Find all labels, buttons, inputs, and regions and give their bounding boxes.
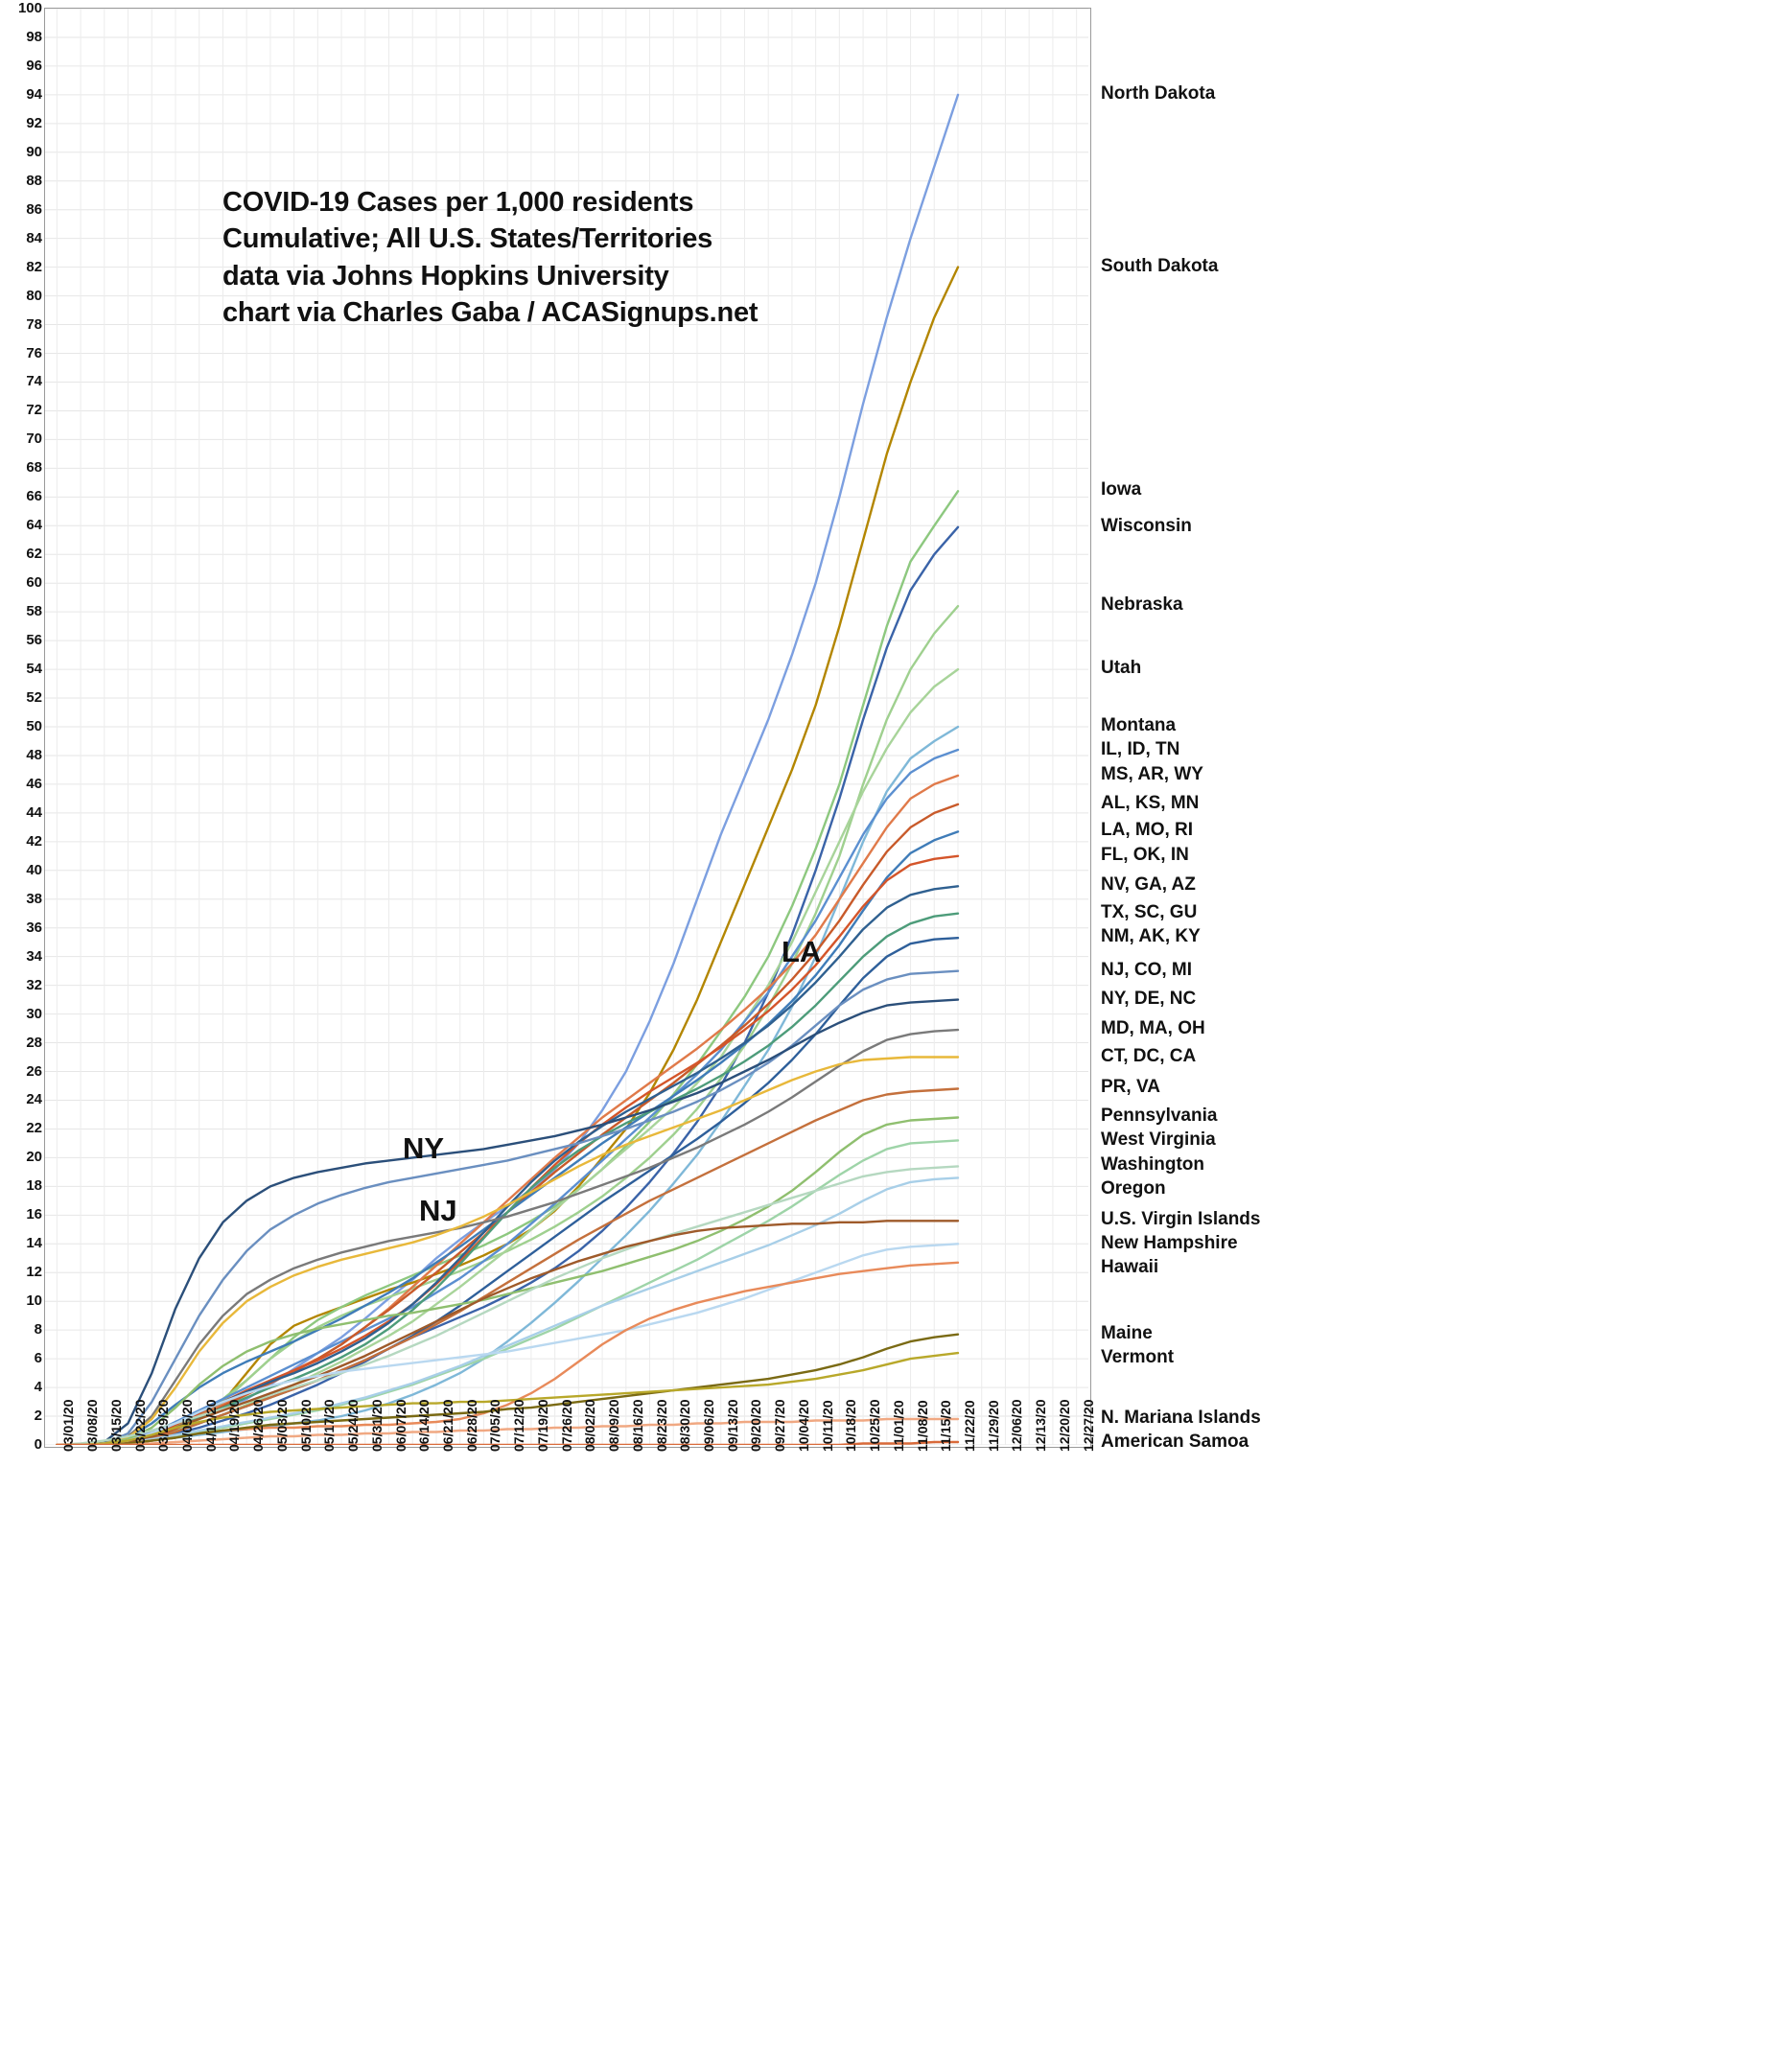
y-tick-label: 74 xyxy=(26,373,42,390)
series-label: New Hampshire xyxy=(1101,1233,1238,1254)
x-tick-label: 04/26/20 xyxy=(250,1399,267,1452)
x-tick-label: 03/29/20 xyxy=(155,1399,172,1452)
x-tick-label: 05/03/20 xyxy=(273,1399,290,1452)
series-label: Pennsylvania xyxy=(1101,1106,1218,1127)
y-tick-label: 52 xyxy=(26,689,42,707)
series-label: NV, GA, AZ xyxy=(1101,874,1196,896)
series-label: Washington xyxy=(1101,1154,1204,1176)
series-label: Vermont xyxy=(1101,1346,1175,1367)
y-tick-label: 16 xyxy=(26,1206,42,1223)
y-tick-label: 62 xyxy=(26,546,42,563)
series-label: LA, MO, RI xyxy=(1101,820,1194,841)
series-label: Wisconsin xyxy=(1101,515,1192,536)
y-tick-label: 30 xyxy=(26,1005,42,1022)
y-tick-label: 94 xyxy=(26,85,42,103)
y-tick-label: 76 xyxy=(26,344,42,361)
series-label: FL, OK, IN xyxy=(1101,844,1189,865)
y-tick-label: 58 xyxy=(26,603,42,620)
y-tick-label: 66 xyxy=(26,488,42,505)
x-tick-label: 05/31/20 xyxy=(368,1399,385,1452)
y-tick-label: 14 xyxy=(26,1235,42,1252)
y-tick-label: 92 xyxy=(26,114,42,131)
x-tick-label: 12/13/20 xyxy=(1033,1399,1049,1452)
y-tick-label: 2 xyxy=(34,1408,42,1425)
series-label: North Dakota xyxy=(1101,82,1216,104)
y-tick-label: 90 xyxy=(26,143,42,160)
x-tick-label: 10/25/20 xyxy=(867,1399,883,1452)
y-tick-label: 86 xyxy=(26,200,42,218)
y-tick-label: 60 xyxy=(26,574,42,592)
x-tick-label: 11/15/20 xyxy=(938,1400,954,1452)
y-tick-label: 82 xyxy=(26,258,42,275)
series-label: IL, ID, TN xyxy=(1101,739,1180,759)
x-tick-label: 09/13/20 xyxy=(724,1399,740,1452)
series-label: NY, DE, NC xyxy=(1101,988,1197,1009)
y-tick-label: 100 xyxy=(17,0,42,16)
y-tick-label: 64 xyxy=(26,517,42,534)
y-tick-label: 54 xyxy=(26,661,42,678)
x-tick-label: 07/05/20 xyxy=(487,1399,503,1452)
x-tick-label: 10/18/20 xyxy=(843,1399,859,1452)
y-tick-label: 4 xyxy=(34,1379,42,1396)
x-tick-label: 04/05/20 xyxy=(179,1399,195,1452)
x-tick-label: 10/04/20 xyxy=(795,1399,811,1452)
y-tick-label: 26 xyxy=(26,1062,42,1080)
series-label: NJ, CO, MI xyxy=(1101,959,1193,980)
x-tick-label: 10/11/20 xyxy=(819,1400,835,1452)
x-tick-label: 11/29/20 xyxy=(985,1400,1001,1452)
x-tick-label: 06/07/20 xyxy=(392,1399,408,1452)
y-tick-label: 70 xyxy=(26,431,42,448)
y-tick-label: 6 xyxy=(34,1350,42,1367)
x-tick-label: 06/21/20 xyxy=(440,1399,455,1452)
y-tick-label: 46 xyxy=(26,775,42,792)
x-tick-label: 08/30/20 xyxy=(677,1399,693,1452)
y-axis xyxy=(0,0,42,1457)
x-tick-label: 11/01/20 xyxy=(890,1400,906,1452)
inline-label: NJ xyxy=(419,1194,457,1227)
series-label: Oregon xyxy=(1101,1178,1166,1199)
series-label: MD, MA, OH xyxy=(1101,1018,1205,1039)
series-label: American Samoa xyxy=(1101,1432,1249,1453)
x-tick-label: 09/27/20 xyxy=(772,1399,788,1452)
x-tick-label: 03/15/20 xyxy=(107,1399,124,1452)
x-tick-label: 07/12/20 xyxy=(511,1399,527,1452)
y-tick-label: 56 xyxy=(26,632,42,649)
series-label: Montana xyxy=(1101,715,1177,735)
chart-title-line: Cumulative; All U.S. States/Territories xyxy=(222,223,713,255)
x-tick-label: 05/24/20 xyxy=(345,1399,362,1452)
x-tick-label: 08/23/20 xyxy=(653,1399,669,1452)
series-label: Hawaii xyxy=(1101,1257,1159,1278)
series-label: Maine xyxy=(1101,1322,1153,1343)
y-tick-label: 98 xyxy=(26,28,42,45)
x-tick-label: 07/26/20 xyxy=(558,1399,574,1452)
x-tick-label: 06/28/20 xyxy=(463,1399,479,1452)
x-tick-label: 04/12/20 xyxy=(202,1399,219,1452)
chart-title-line: data via Johns Hopkins University xyxy=(222,260,669,291)
chart-title-line: COVID-19 Cases per 1,000 residents xyxy=(222,187,694,218)
x-tick-label: 09/20/20 xyxy=(748,1399,764,1452)
series-label: Nebraska xyxy=(1101,594,1183,616)
x-tick-label: 12/06/20 xyxy=(1009,1399,1025,1452)
x-tick-label: 12/20/20 xyxy=(1056,1399,1072,1452)
y-tick-label: 40 xyxy=(26,861,42,878)
y-tick-label: 72 xyxy=(26,402,42,419)
x-tick-label: 03/22/20 xyxy=(131,1399,148,1452)
series-label: Utah xyxy=(1101,658,1142,679)
y-tick-label: 84 xyxy=(26,229,42,246)
x-tick-label: 08/16/20 xyxy=(629,1399,645,1452)
y-tick-label: 20 xyxy=(26,1149,42,1166)
x-tick-label: 05/17/20 xyxy=(321,1399,338,1452)
series-label: CT, DC, CA xyxy=(1101,1045,1197,1066)
x-tick-label: 12/27/20 xyxy=(1080,1399,1096,1452)
y-tick-label: 38 xyxy=(26,890,42,907)
x-tick-label: 07/19/20 xyxy=(534,1399,550,1452)
y-tick-label: 28 xyxy=(26,1034,42,1051)
x-tick-label: 06/14/20 xyxy=(416,1399,432,1452)
y-tick-label: 18 xyxy=(26,1177,42,1195)
series-label: NM, AK, KY xyxy=(1101,926,1201,947)
x-tick-label: 11/08/20 xyxy=(914,1400,930,1452)
x-tick-label: 11/22/20 xyxy=(962,1400,977,1452)
x-tick-label: 09/06/20 xyxy=(701,1399,716,1452)
y-tick-label: 8 xyxy=(34,1321,42,1339)
series-label: N. Mariana Islands xyxy=(1101,1408,1261,1429)
y-tick-label: 68 xyxy=(26,459,42,477)
y-tick-label: 22 xyxy=(26,1120,42,1137)
series-label: AL, KS, MN xyxy=(1101,792,1200,813)
y-tick-label: 36 xyxy=(26,919,42,936)
x-tick-label: 08/02/20 xyxy=(582,1399,598,1452)
y-tick-label: 10 xyxy=(26,1292,42,1310)
series-label: West Virginia xyxy=(1101,1129,1216,1151)
x-tick-label: 08/09/20 xyxy=(606,1399,622,1452)
y-tick-label: 96 xyxy=(26,57,42,74)
y-tick-label: 32 xyxy=(26,976,42,993)
y-tick-label: 0 xyxy=(34,1436,42,1453)
inline-label: LA xyxy=(782,935,822,968)
x-tick-label: 03/08/20 xyxy=(84,1399,101,1452)
series-label: South Dakota xyxy=(1101,255,1219,276)
chart-title-line: chart via Charles Gaba / ACASignups.net xyxy=(222,296,759,328)
y-tick-label: 78 xyxy=(26,315,42,333)
x-tick-label: 03/01/20 xyxy=(60,1399,77,1452)
y-tick-label: 12 xyxy=(26,1264,42,1281)
y-tick-label: 42 xyxy=(26,832,42,850)
series-label: MS, AR, WY xyxy=(1101,763,1203,784)
y-tick-label: 44 xyxy=(26,803,42,821)
chart-title xyxy=(222,184,758,331)
y-tick-label: 80 xyxy=(26,287,42,304)
x-tick-label: 05/10/20 xyxy=(297,1399,314,1452)
series-label: U.S. Virgin Islands xyxy=(1101,1209,1261,1230)
inline-label: NY xyxy=(403,1131,445,1165)
series-label: PR, VA xyxy=(1101,1077,1160,1098)
y-tick-label: 48 xyxy=(26,746,42,763)
series-label: Iowa xyxy=(1101,479,1142,501)
y-tick-label: 88 xyxy=(26,172,42,189)
y-tick-label: 24 xyxy=(26,1091,42,1108)
y-tick-label: 34 xyxy=(26,947,42,965)
series-label: TX, SC, GU xyxy=(1101,901,1198,922)
x-tick-label: 04/19/20 xyxy=(226,1399,243,1452)
y-tick-label: 50 xyxy=(26,718,42,734)
series-labels xyxy=(1093,0,1774,1496)
